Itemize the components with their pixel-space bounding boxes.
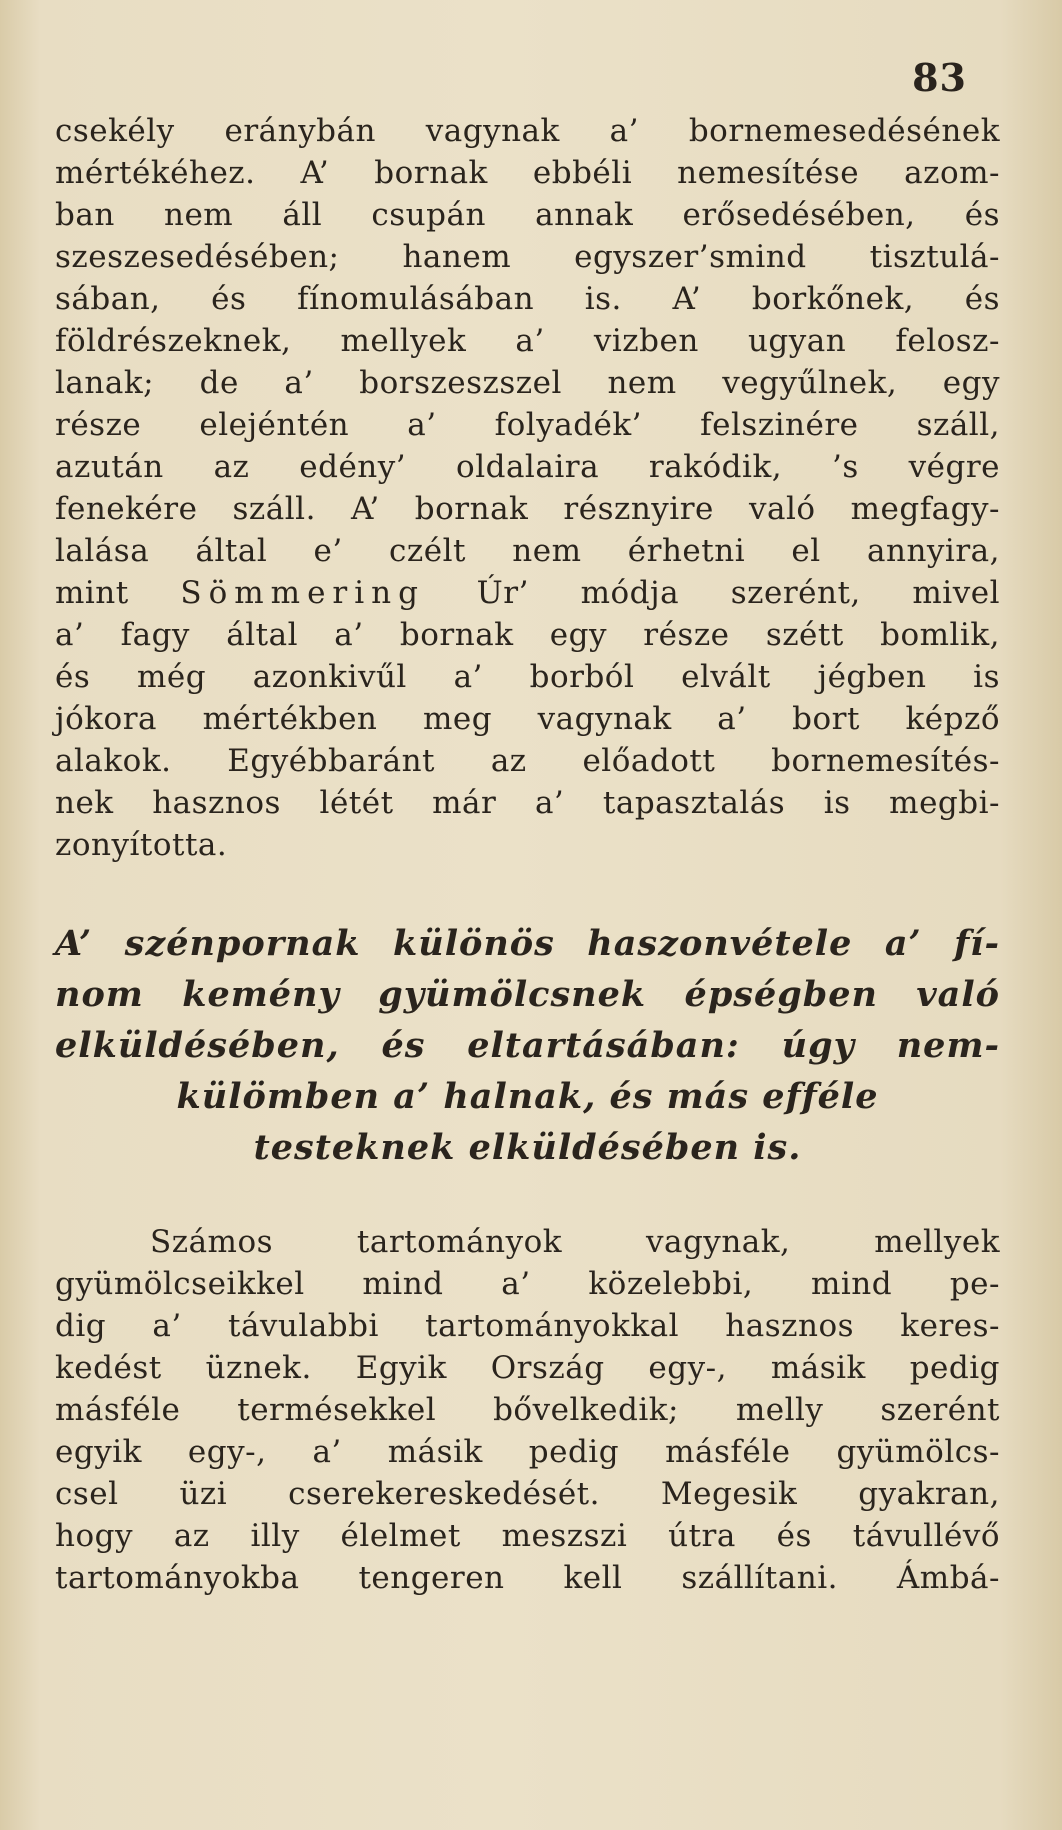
text-line: földrészeknek, mellyek a’ vizben ugyan felosz- — [55, 323, 1000, 359]
text-line: hogy az illy élelmet meszszi útra és távullévő — [55, 1518, 1000, 1554]
text-line: a’ fagy által a’ bornak egy része szétt bomlik, — [55, 617, 1000, 653]
text-line: nek hasznos létét már a’ tapasztalás is megbi- — [55, 785, 1000, 821]
text-line — [55, 572, 1000, 614]
paragraph-2 — [55, 1221, 1000, 1599]
text-line: jókora mértékben meg vagynak a’ bort képző — [55, 701, 1000, 737]
text-line: része elejéntén a’ folyadék’ felszinére száll, — [55, 407, 1000, 443]
text-line: egyik egy-, a’ másik pedig másféle gyümölcs- — [55, 1434, 1000, 1470]
text-line: tartományokba tengeren kell szállítani. Ámbá- — [55, 1560, 1000, 1596]
text-line: szeszesedésében; hanem egyszer’smind tisztulá- — [55, 239, 1000, 275]
text-line: csel üzi cserekereskedését. Megesik gyakran, — [55, 1476, 1000, 1512]
text-line: mértékéhez. A’ bornak ebbéli nemesítése azom- — [55, 155, 1000, 191]
paragraph-1 — [55, 110, 1000, 866]
text-line: másféle termésekkel bővelkedik; melly szerént — [55, 1392, 1000, 1428]
text-line: Számos tartományok vagynak, mellyek — [150, 1224, 1000, 1260]
section-heading — [55, 918, 1000, 1173]
text-line: csekély eránybán vagynak a’ bornemesedésének — [55, 113, 1000, 149]
line-prefix: mint — [55, 575, 181, 611]
text-line: gyümölcseikkel mind a’ közelebbi, mind pe- — [55, 1266, 1000, 1302]
text-line: ban nem áll csupán annak erősedésében, és — [55, 197, 1000, 233]
text-line: kedést üznek. Egyik Ország egy-, másik pedig — [55, 1350, 1000, 1386]
heading-line: elküldésében, és eltartásában: úgy nem- — [55, 1025, 1000, 1066]
text-line: fenekére száll. A’ bornak résznyire való megfagy- — [55, 491, 1000, 527]
text-line: azután az edény’ oldalaira rakódik, ’s végre — [55, 449, 1000, 485]
heading-line: nom kemény gyümölcsnek épségben való — [55, 974, 1000, 1015]
text-line: és még azonkivűl a’ borból elvált jégben is — [55, 659, 1000, 695]
text-line: lanak; de a’ borszeszszel nem vegyűlnek, egy — [55, 365, 1000, 401]
text-line: sában, és fínomulásában is. A’ borkőnek, és — [55, 281, 1000, 317]
line-suffix: Úr’ módja szerént, mivel — [424, 575, 1000, 611]
page-number: 83 — [912, 55, 967, 100]
heading-line: testeknek elküldésében is. — [253, 1127, 802, 1168]
text-line: lalása által e’ czélt nem érhetni el annyira, — [55, 533, 1000, 569]
text-line: zonyította. — [55, 827, 228, 863]
heading-line: külömben a’ halnak, és más efféle — [176, 1076, 879, 1117]
author-name: Sömmering — [180, 575, 425, 611]
body-text — [55, 110, 1000, 1599]
text-line: alakok. Egyébbaránt az előadott bornemesítés- — [55, 743, 1000, 779]
text-line: dig a’ távulabbi tartományokkal hasznos keres- — [55, 1308, 1000, 1344]
heading-line: A’ szénpornak különös haszonvétele a’ fí- — [55, 923, 1000, 964]
